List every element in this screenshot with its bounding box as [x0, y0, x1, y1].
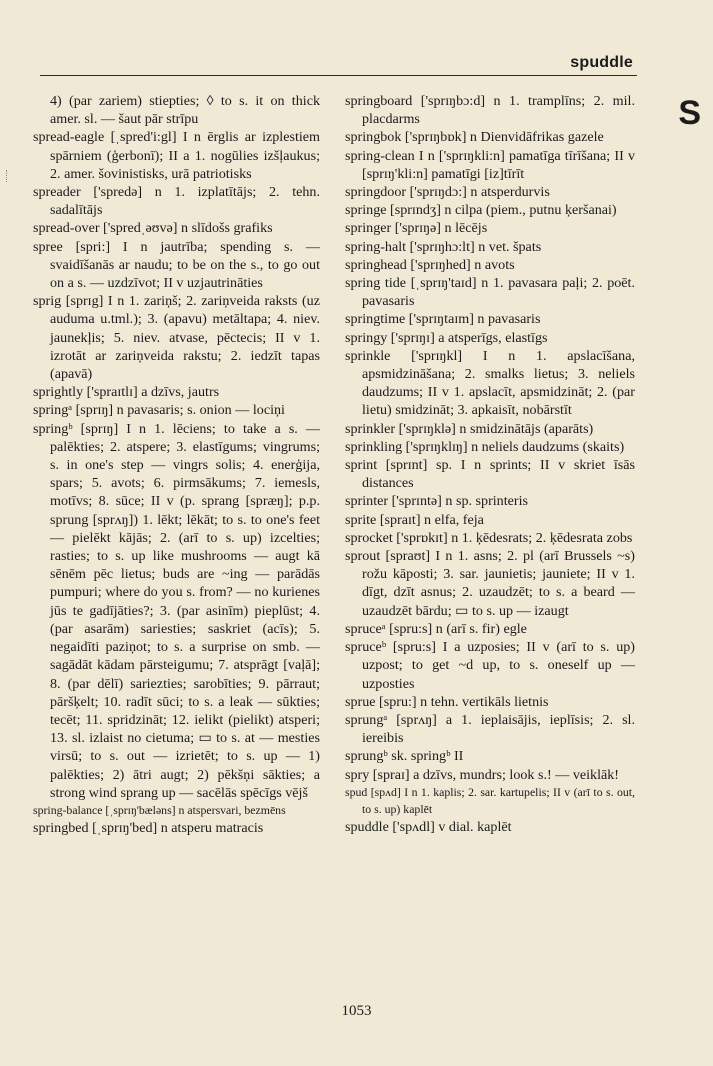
entry-springer: springer ['sprɪŋə] n lēcējs [345, 220, 488, 237]
entry-sprinter: sprinter ['sprɪntə] n sp. sprinteris [345, 493, 528, 510]
entry-springy: springy ['sprɪŋɪ] a atsperīgs, elastīgs [345, 329, 548, 346]
entry-springe: springe [sprɪndʒ] n cilpa (piem., putnu ķeršanai) [345, 202, 617, 219]
page-number: 1053 [341, 1003, 372, 1019]
entry-sprint: sprint [sprɪnt] sp. I n sprints; II v skriet īsās distances [345, 457, 635, 492]
entry-spring-halt: spring-halt ['sprɪŋhɔ:lt] n vet. špats [345, 238, 542, 255]
margin-mark [6, 170, 9, 182]
entry-sprightly: sprightly ['spraɪtlɪ] a dzīvs, jautrs [33, 384, 220, 401]
entry-sprue: sprue [spru:] n tehn. vertikāls lietnis [345, 693, 549, 710]
entry-spring-b: springᵇ [sprɪŋ] I n 1. lēciens; to take a s. — palēkties; 2. atspere; 3. elastīgums; vingrums; s. in one's step — vingrs solis; 4. enerģija, spars; 5. avots; 6. pirmsākums; 7. iemesls, motīvs; 8. sūce; II v (p. sprang [spræŋ]; p.p. sprung [sprʌŋ]) 1. lēkt; lēkāt; to s. to one's feet — pielēkt kājās; 2. (arī to s. up) izcelties; rasties; to s. up like mushrooms — augt kā sēnēm pēc lietus; buds are ~ing — parādās pumpuri; where do you s. from? — no kurienes jūs te gadījāties?; 3. (par asinīm) pieplūst; 4. (par asarām) sariesties; saskriet (acīs); 5. negaidīti paziņot; to s. a surprise on smb. — sagādāt kādam pārsteigumu; 7. atsprāgt [vaļā]; 8. (par dēlī) sariezties; sarobīties; 9. pārraut; pāršķelt; 10. radīt sūci; to s. a leak — sūkties; tecēt; 11. spridzināt; 12. ielikt (pielikt) atsperi; 13. sl. izlaist no cietuma; ▭ to s. at — mesties virsū; to s. out — izrietēt; to s. up — 1) palēkties; 2) ātri augt; 2) pēkšņi sākties; a strong wind sprang up — sacēlās spēcīgs vējš [33, 420, 320, 801]
entry-continuation: 4) (par zariem) stiepties; ◊ to s. it on thick amer. sl. — šaut pār strīpu [50, 93, 320, 128]
entry-springbed: springbed [ˌsprɪŋ'bed] n atsperu matracis [33, 819, 264, 836]
entry-spruce-b: spruceᵇ [spru:s] I a uzposies; II v (arī to s. up) uzpost; to get ~d up, to s. oneself up — uzposties [345, 639, 635, 692]
entry-spring-a: springᵃ [sprɪŋ] n pavasaris; s. onion — lociņi [33, 402, 285, 419]
entry-spree: spree [spri:] I n jautrība; spending s. — svaidīšanās ar naudu; to be on the s., to go out on a s. — uzdzīvot; II v uzjautrināties [33, 238, 320, 292]
entry-springtime: springtime ['sprɪŋtaɪm] n pavasaris [345, 311, 541, 328]
entry-springboard: springboard ['sprɪŋbɔ:d] n 1. tramplīns; 2. mil. placdarms [345, 93, 635, 128]
right-column [345, 92, 635, 836]
thumb-index-letter: S [678, 94, 701, 132]
entry-springhead: springhead ['sprɪŋhed] n avots [345, 256, 515, 273]
entry-sprinkler: sprinkler ['sprɪŋklə] n smidzinātājs (aparāts) [345, 420, 594, 437]
running-head: spuddle [570, 54, 633, 71]
entry-spuddle: spuddle ['spʌdl] v dial. kaplēt [345, 818, 512, 835]
entry-sprite: sprite [spraɪt] n elfa, feja [345, 511, 484, 528]
entry-sprinkle: sprinkle ['sprɪŋkl] I n 1. apslacīšana, apsmidzināšana; 2. smalks lietus; 3. neliels daudzums; II v 1. apslacīt, apsmidzināt; 2. (par lietu) smidzināt; 3. apkaisīt, nobārstīt [345, 347, 635, 419]
entry-sprinkling: sprinkling ['sprɪŋklɪŋ] n neliels daudzums (skaits) [345, 438, 625, 455]
entry-springdoor: springdoor ['sprɪŋdɔ:] n atsperdurvis [345, 184, 550, 201]
entry-sprout: sprout [spraʊt] I n 1. asns; 2. pl (arī Brussels ~s) rožu kāposti; 3. sar. jaunietis; jauniete; II v 1. dīgt, dzīt asnus; 2. uzaudzēt; to s. a beard — uzaudzēt bārdu; ▭ to s. up — izaugt [345, 548, 635, 619]
header-rule [40, 75, 637, 76]
entry-springbok: springbok ['sprɪŋbɒk] n Dienvidāfrikas gazele [345, 129, 604, 146]
entry-spread-over: spread-over ['spredˌəʊvə] n slīdošs grafiks [33, 220, 273, 237]
entry-sprung-b: sprungᵇ sk. springᵇ II [345, 748, 464, 765]
left-column [33, 92, 320, 837]
entry-spreader: spreader ['spredə] n 1. izplatītājs; 2. tehn. sadalītājs [33, 184, 320, 219]
entry-spring-balance: spring-balance [ˌsprɪŋ'bæləns] n atspersvari, bezmēns [33, 802, 286, 817]
entry-spring-tide: spring tide [ˌsprɪŋ'taɪd] n 1. pavasara paļi; 2. poēt. pavasaris [345, 275, 635, 310]
entry-spud: spud [spʌd] I n 1. kaplis; 2. sar. kartupelis; II v (arī to s. out, to s. up) kaplēt [345, 784, 635, 816]
entry-spread-eagle: spread-eagle [ˌspred'i:gl] I n ērglis ar izplestiem spārniem (ģerbonī); II a 1. nogūlies izšļaukus; 2. amer. šovinistisks, urā patriotisks [33, 129, 320, 182]
entry-spruce-a: spruceᵃ [spru:s] n (arī s. fir) egle [345, 620, 527, 637]
entry-spring-clean: spring-clean I n ['sprɪŋkli:n] pamatīga tīrīšana; II v [sprɪŋ'kli:n] pamatīgi [iz]tīrīt [345, 147, 635, 182]
entry-spry: spry [spraɪ] a dzīvs, mundrs; look s.! — veiklāk! [345, 766, 619, 783]
entry-sprocket: sprocket ['sprɒkɪt] n 1. ķēdesrats; 2. ķēdesrata zobs [345, 529, 633, 546]
entry-sprung-a: sprungᵃ [sprʌŋ] a 1. ieplaisājis, ieplīsis; 2. sl. iereibis [345, 711, 635, 747]
entry-sprig: sprig [sprɪg] I n 1. zariņš; 2. zariņveida raksts (uz auduma u.tml.); 3. (apavu) metāltapa; 4. niev. jaunekļis; 5. niev. atvase, pēctecis; II v 1. izrotāt ar zariņveida rakstu; 2. iedzīt tapas (apavā) [33, 293, 320, 383]
